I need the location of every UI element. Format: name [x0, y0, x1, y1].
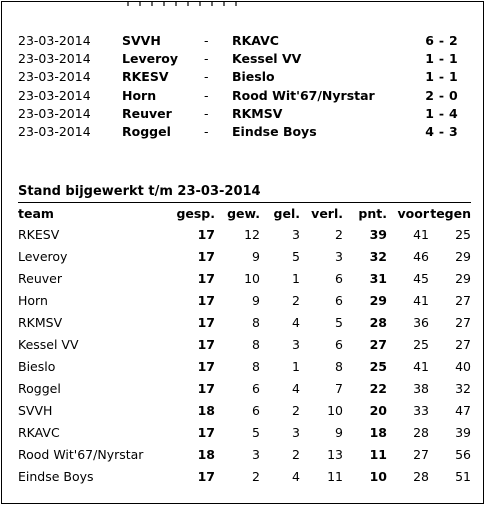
goals-for: 41: [413, 292, 429, 308]
match-separator: -: [204, 87, 209, 103]
goals-against: 25: [455, 226, 471, 242]
points: 27: [369, 336, 387, 352]
match-score: 6 - 2: [425, 33, 458, 48]
points: 18: [369, 424, 387, 440]
games-won: 9: [252, 248, 260, 264]
standings-header-row: [18, 204, 471, 223]
points: 39: [369, 226, 387, 242]
games-drawn: 3: [292, 226, 300, 242]
games-won: 8: [252, 314, 260, 330]
goals-for: 45: [413, 270, 429, 286]
games-won: 5: [252, 424, 260, 440]
away-team: RKMSV: [232, 105, 283, 121]
games-lost: 5: [335, 314, 343, 330]
games-played: 17: [197, 424, 215, 440]
games-lost: 13: [327, 446, 343, 462]
standings-title: Stand bijgewerkt t/m 23-03-2014: [18, 184, 261, 199]
points: 20: [369, 402, 387, 418]
team-name: Reuver: [18, 270, 62, 286]
games-lost: 6: [335, 270, 343, 286]
standings-divider: [18, 202, 471, 203]
header-gew: gew.: [227, 206, 260, 221]
standings-table: [18, 204, 471, 487]
home-team: Leveroy: [122, 51, 178, 67]
match-score: 1 - 1: [425, 69, 458, 85]
games-drawn: 1: [292, 270, 300, 286]
games-played: 17: [197, 270, 215, 286]
games-lost: 9: [335, 424, 343, 440]
goals-against: 29: [455, 248, 471, 264]
games-won: 2: [252, 468, 260, 484]
games-played: 17: [197, 248, 215, 264]
games-drawn: 3: [292, 424, 300, 440]
games-lost: 3: [335, 248, 343, 264]
team-name: RKMSV: [18, 314, 63, 330]
home-team: Roggel: [122, 123, 171, 139]
table-row: [18, 377, 471, 399]
match-separator: -: [204, 69, 209, 85]
top-decoration: [127, 2, 237, 6]
games-played: 17: [197, 226, 215, 242]
header-voor: voor: [397, 206, 429, 221]
header-tegen: tegen: [430, 206, 471, 221]
header-gesp: gesp.: [176, 206, 215, 221]
games-drawn: 2: [292, 446, 300, 462]
games-lost: 6: [335, 292, 343, 308]
home-team: Horn: [122, 87, 157, 103]
points: 29: [369, 292, 387, 308]
goals-against: 47: [455, 402, 471, 418]
games-won: 6: [252, 380, 260, 396]
games-drawn: 2: [292, 292, 300, 308]
games-won: 6: [252, 402, 260, 418]
team-name: Roggel: [18, 380, 61, 396]
table-row: [18, 399, 471, 421]
goals-against: 27: [455, 314, 471, 330]
result-row: [18, 68, 458, 86]
result-row: [18, 50, 458, 68]
home-team: SVVH: [122, 33, 161, 48]
results-list: [18, 32, 458, 141]
games-played: 17: [197, 380, 215, 396]
points: 11: [369, 446, 387, 462]
away-team: Kessel VV: [232, 51, 302, 67]
team-name: RKESV: [18, 226, 60, 242]
points: 10: [369, 468, 387, 484]
points: 22: [369, 380, 387, 396]
table-row: [18, 267, 471, 289]
games-drawn: 4: [292, 314, 300, 330]
games-played: 17: [197, 336, 215, 352]
points: 28: [369, 314, 387, 330]
games-drawn: 2: [292, 402, 300, 418]
match-date: 23-03-2014: [18, 33, 91, 48]
home-team: Reuver: [122, 105, 172, 121]
games-won: 8: [252, 358, 260, 374]
games-lost: 10: [327, 402, 343, 418]
table-row: [18, 245, 471, 267]
match-separator: -: [204, 105, 209, 121]
match-date: 23-03-2014: [18, 87, 91, 103]
match-date: 23-03-2014: [18, 51, 91, 67]
result-row: [18, 32, 458, 50]
goals-for: 27: [413, 446, 429, 462]
team-name: Bieslo: [18, 358, 56, 374]
away-team: Eindse Boys: [232, 123, 317, 139]
goals-against: 29: [455, 270, 471, 286]
team-name: Kessel VV: [18, 336, 79, 352]
games-drawn: 5: [292, 248, 300, 264]
games-lost: 11: [327, 468, 343, 484]
points: 32: [369, 248, 387, 264]
home-team: RKESV: [122, 69, 169, 85]
games-drawn: 1: [292, 358, 300, 374]
games-won: 9: [252, 292, 260, 308]
goals-against: 27: [455, 292, 471, 308]
result-row: [18, 123, 458, 141]
header-team: team: [18, 206, 54, 221]
match-separator: -: [204, 51, 209, 67]
points: 25: [369, 358, 387, 374]
games-played: 17: [197, 292, 215, 308]
goals-for: 41: [413, 358, 429, 374]
goals-for: 28: [413, 468, 429, 484]
goals-for: 33: [413, 402, 429, 418]
away-team: Rood Wit'67/Nyrstar: [232, 87, 375, 103]
games-lost: 7: [335, 380, 343, 396]
goals-against: 56: [455, 446, 471, 462]
games-drawn: 4: [292, 380, 300, 396]
table-row: [18, 421, 471, 443]
away-team: RKAVC: [232, 33, 279, 48]
games-played: 17: [197, 468, 215, 484]
goals-for: 25: [413, 336, 429, 352]
games-played: 17: [197, 358, 215, 374]
match-date: 23-03-2014: [18, 69, 91, 85]
result-row: [18, 87, 458, 105]
games-played: 18: [197, 446, 215, 462]
table-row: [18, 355, 471, 377]
header-pnt: pnt.: [358, 206, 387, 221]
games-played: 18: [197, 402, 215, 418]
team-name: SVVH: [18, 402, 53, 418]
match-score: 2 - 0: [425, 87, 458, 103]
match-date: 23-03-2014: [18, 105, 91, 121]
goals-for: 28: [413, 424, 429, 440]
goals-against: 51: [455, 468, 471, 484]
goals-against: 40: [455, 358, 471, 374]
games-won: 10: [244, 270, 260, 286]
team-name: Rood Wit'67/Nyrstar: [18, 446, 144, 462]
away-team: Bieslo: [232, 69, 275, 85]
match-separator: -: [204, 33, 209, 48]
goals-for: 36: [413, 314, 429, 330]
games-won: 8: [252, 336, 260, 352]
team-name: Horn: [18, 292, 48, 308]
match-date: 23-03-2014: [18, 123, 91, 139]
team-name: Leveroy: [18, 248, 68, 264]
match-score: 1 - 4: [425, 105, 458, 121]
header-verl: verl.: [311, 206, 343, 221]
goals-for: 46: [413, 248, 429, 264]
table-row: [18, 289, 471, 311]
goals-against: 39: [455, 424, 471, 440]
table-row: [18, 223, 471, 245]
games-won: 3: [252, 446, 260, 462]
games-drawn: 4: [292, 468, 300, 484]
goals-against: 32: [455, 380, 471, 396]
result-row: [18, 105, 458, 123]
match-score: 4 - 3: [425, 123, 458, 139]
games-drawn: 3: [292, 336, 300, 352]
games-played: 17: [197, 314, 215, 330]
table-row: [18, 311, 471, 333]
games-won: 12: [244, 226, 260, 242]
goals-against: 27: [455, 336, 471, 352]
header-gel: gel.: [273, 206, 300, 221]
team-name: Eindse Boys: [18, 468, 94, 484]
team-name: RKAVC: [18, 424, 60, 440]
goals-for: 41: [413, 226, 429, 242]
match-separator: -: [204, 123, 209, 139]
games-lost: 8: [335, 358, 343, 374]
table-row: [18, 443, 471, 465]
games-lost: 6: [335, 336, 343, 352]
table-row: [18, 333, 471, 355]
table-row: [18, 465, 471, 487]
points: 31: [369, 270, 387, 286]
match-score: 1 - 1: [425, 51, 458, 67]
goals-for: 38: [413, 380, 429, 396]
games-lost: 2: [335, 226, 343, 242]
